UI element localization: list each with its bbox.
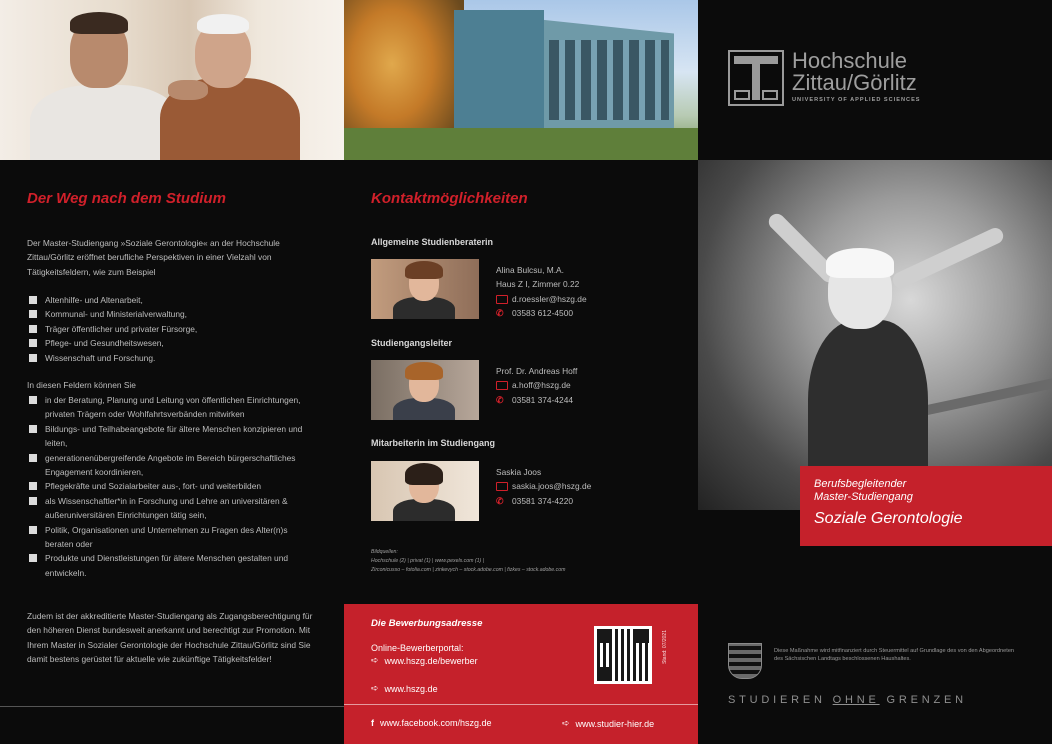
career-intro: Der Master-Studiengang »Soziale Gerontologie« an der Hochschule Zittau/Görlitz eröffnet berufliche Perspektiven in einer Vielzahl von Tätigkeitsfeldern, wie zum Beispiel — [27, 238, 280, 277]
saxony-coat-of-arms-icon — [728, 643, 762, 679]
facebook-link[interactable] — [371, 718, 492, 728]
image-credits — [371, 548, 565, 575]
list-item: Bildungs- und Teilhabeangebote für ältere Menschen konzipieren und leiten, — [27, 422, 317, 451]
contact-role: Mitarbeiterin im Studiengang — [371, 438, 496, 448]
credits-title: Bildquellen: — [371, 549, 398, 555]
contact-phone[interactable]: 03581 374-4244 — [512, 394, 574, 405]
career-closing: Zudem ist der akkreditierte Master-Studiengang als Zugangsberechtigung für den höheren Dienst bundesweit anerkannt und berechtigt zur Promotion. Mit Ihrem Master in Sozialer Gerontologie der Hochschule Zittau/Görlitz sind Sie damit bestens gerüstet für aktuelle wie zukünftige Tätigkeitsfelder! — [27, 611, 313, 665]
contact-role: Allgemeine Studienberaterin — [371, 237, 494, 247]
list-item: generationenübergreifende Angebote im Bereich bürgerschaftliches Engagement koordinieren, — [27, 451, 317, 480]
credits-line: Hochschule (2) | privat (1) | www.pexels.com (1) | — [371, 558, 485, 564]
list-item: Träger öffentlicher und privater Fürsorge, — [27, 322, 317, 336]
logo-tagline: UNIVERSITY OF APPLIED SCIENCES — [792, 97, 921, 103]
list-item: in der Beratung, Planung und Leitung von öffentlichen Einrichtungen, privaten Trägern oder Wohlfahrtsverbänden mitwirken — [27, 393, 317, 422]
facebook-icon: f — [371, 718, 374, 728]
studier-hier-link-text[interactable]: www.studier-hier.de — [575, 718, 655, 729]
phone-icon: ✆ — [496, 394, 504, 405]
phone-icon: ✆ — [496, 495, 504, 506]
application-heading: Die Bewerbungsadresse — [371, 618, 483, 629]
contact-name: Saskia Joos — [496, 467, 542, 477]
university-logo-icon — [728, 50, 784, 106]
slogan-part: GRENZEN — [879, 694, 967, 706]
print-date: Stand: 07/2021 — [662, 630, 668, 664]
list-item: als Wissenschaftler*in in Forschung und Lehre an universitären & außeruniversitären Einrichtungen tätig sein, — [27, 494, 317, 523]
contact-card — [496, 263, 587, 321]
website-link-text[interactable]: www.hszg.de — [384, 683, 438, 694]
funding-note: Diese Maßnahme wird mitfinanziert durch Steuermittel auf Grundlage des von den Abgeordneten des Sächsischen Landtags beschlossenen Haushaltes. — [774, 648, 1015, 663]
studier-hier-link[interactable] — [562, 718, 654, 729]
arrow-link-icon: ➪ — [371, 655, 379, 665]
website-link[interactable] — [371, 683, 438, 694]
fields-intro: In diesen Feldern können Sie — [27, 380, 136, 390]
program-subtitle: Berufsbegleitender — [814, 478, 907, 490]
applicant-portal-link[interactable] — [371, 655, 478, 666]
list-item: Politik, Organisationen und Unternehmen zu Fragen des Alter(n)s beraten oder — [27, 523, 317, 552]
list-item: Wissenschaft und Forschung. — [27, 351, 317, 365]
contact-phone[interactable]: 03581 374-4220 — [512, 495, 574, 506]
caregiver-photo — [0, 0, 344, 160]
arrow-link-icon: ➪ — [371, 683, 379, 693]
logo-line: Zittau/Görlitz — [792, 70, 917, 95]
contact-card — [496, 364, 577, 407]
email-icon — [496, 482, 508, 491]
contact-room: Haus Z I, Zimmer 0.22 — [496, 279, 580, 290]
activities-list — [27, 393, 317, 580]
contact-name: Prof. Dr. Andreas Hoff — [496, 366, 578, 376]
campus-building-photo — [344, 0, 698, 160]
contact-email[interactable]: a.hoff@hszg.de — [512, 380, 571, 391]
contact-phone[interactable]: 03583 612-4500 — [512, 308, 574, 319]
contact-portrait — [371, 461, 479, 521]
divider — [0, 706, 344, 707]
arrow-link-icon: ➪ — [562, 718, 570, 728]
list-item: Pflegekräfte und Sozialarbeiter aus-, fort- und weiterbilden — [27, 479, 317, 493]
contact-portrait — [371, 259, 479, 319]
contact-role: Studiengangsleiter — [371, 338, 453, 348]
slogan-part: OHNE — [832, 694, 880, 706]
left-panel — [0, 0, 344, 744]
application-portal-label: Online-Bewerberportal: — [371, 643, 464, 653]
divider — [344, 704, 698, 705]
email-icon — [496, 295, 508, 304]
contact-email[interactable]: d.roessler@hszg.de — [512, 293, 587, 304]
qr-code — [594, 626, 652, 684]
fields-list — [27, 293, 317, 365]
contact-card — [496, 465, 591, 508]
career-heading: Der Weg nach dem Studium — [27, 190, 226, 207]
contact-portrait — [371, 360, 479, 420]
list-item: Altenhilfe- und Altenarbeit, — [27, 293, 317, 307]
university-logo — [728, 50, 921, 106]
right-panel — [698, 0, 1052, 744]
program-title-box — [800, 466, 1052, 546]
facebook-link-text[interactable]: www.facebook.com/hszg.de — [380, 718, 492, 728]
list-item: Produkte und Dienstleistungen für ältere Menschen gestalten und entwickeln. — [27, 551, 317, 580]
applicant-portal-link-text[interactable]: www.hszg.de/bewerber — [384, 655, 478, 666]
email-icon — [496, 381, 508, 390]
slogan-part: STUDIEREN — [728, 694, 833, 706]
logo-line: Hochschule — [792, 48, 907, 73]
phone-icon: ✆ — [496, 307, 504, 318]
joyful-senior-photo — [698, 160, 1052, 510]
application-box — [344, 604, 698, 744]
slogan — [728, 694, 967, 706]
middle-panel — [344, 0, 698, 744]
program-subtitle: Master-Studiengang — [814, 491, 913, 503]
contact-name: Alina Bulcsu, M.A. — [496, 265, 564, 275]
credits-line: Zirconicusso – fotolia.com | zinkevych – stock.adobe.com | fizkes – stock.adobe.com — [371, 567, 566, 573]
contact-heading: Kontaktmöglichkeiten — [371, 190, 528, 207]
contact-email[interactable]: saskia.joos@hszg.de — [512, 481, 592, 492]
list-item: Kommunal- und Ministerialverwaltung, — [27, 307, 317, 321]
list-item: Pflege- und Gesundheitswesen, — [27, 336, 317, 350]
program-title: Soziale Gerontologie — [814, 510, 963, 527]
